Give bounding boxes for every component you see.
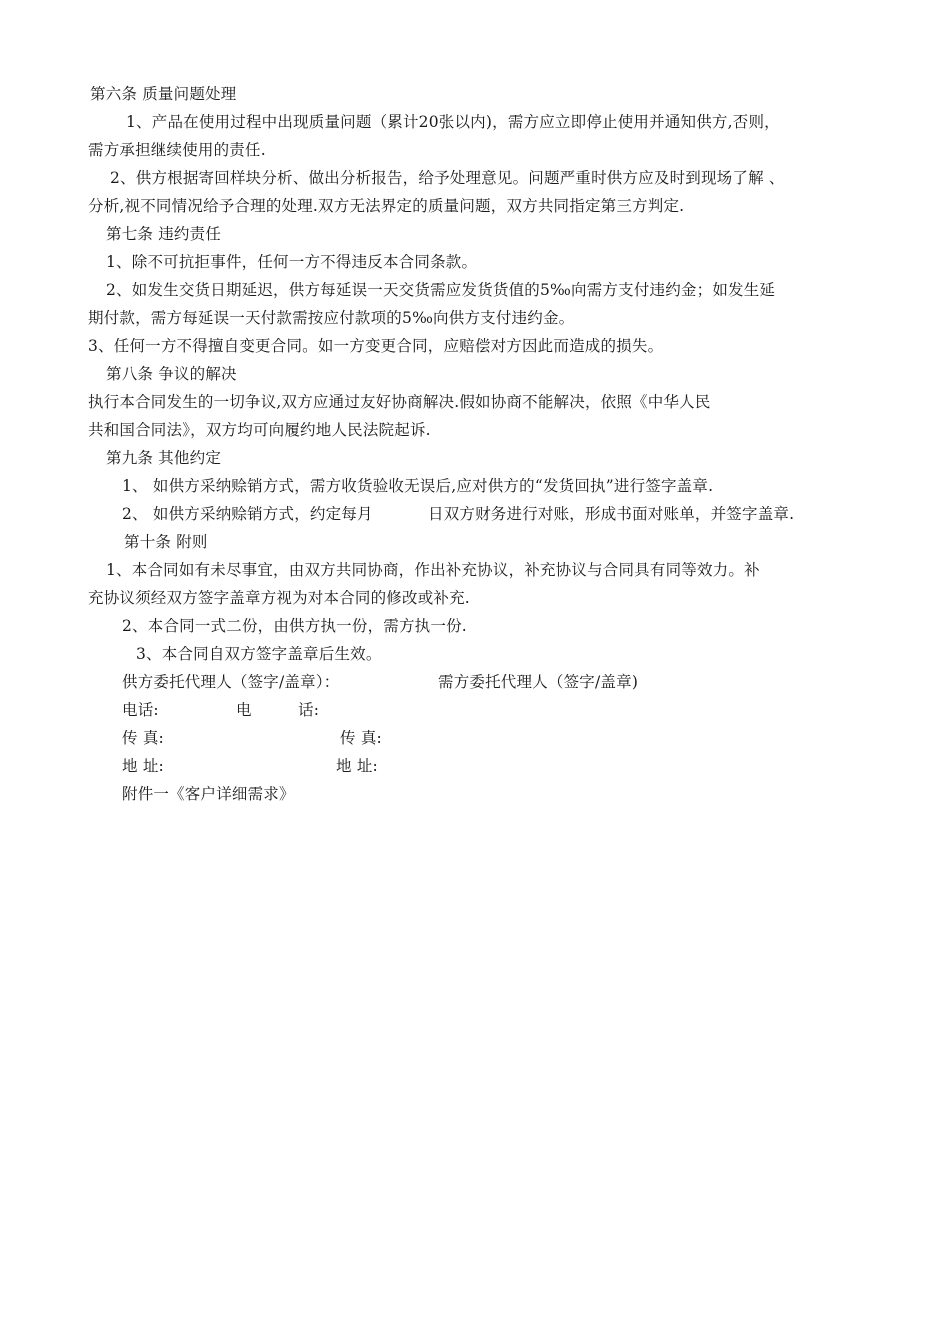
section-6-clause-1-line-1: 1、产品在使用过程中出现质量问题（累计20张以内)，需方应立即停止使用并通知供方,否则，	[126, 113, 780, 131]
section-7-clause-2-line-2: 期付款，需方每延误一天付款需按应付款项的5‰向供方支付违约金。	[88, 309, 575, 327]
attachment-label: 附件一《客户详细需求》	[122, 785, 295, 803]
section-9-clause-2-part-2: 日双方财务进行对账，形成书面对账单，并签字盖章.	[428, 505, 795, 523]
supplier-phone-label: 电话:	[122, 701, 159, 719]
section-6-clause-2-line-1: 2、供方根据寄回样块分析、做出分析报告，给予处理意见。问题严重时供方应及时到现场了解 、	[110, 169, 785, 187]
section-7-clause-3: 3、任何一方不得擅自变更合同。如一方变更合同，应赔偿对方因此而造成的损失。	[88, 337, 664, 355]
buyer-phone-label-char-2: 话:	[298, 701, 320, 719]
section-10-clause-2: 2、本合同一式二份，由供方执一份，需方执一份.	[122, 617, 467, 635]
supplier-fax-label: 传 真:	[122, 729, 164, 747]
section-10-clause-1-line-1: 1、本合同如有未尽事宜，由双方共同协商，作出补充协议，补充协议与合同具有同等效力。补	[106, 561, 760, 579]
section-10-heading: 第十条 附则	[124, 533, 208, 551]
section-7-clause-2-line-1: 2、如发生交货日期延迟，供方每延误一天交货需应发货货值的5‰向需方支付违约金；如发生延	[106, 281, 776, 299]
section-9-clause-1: 1、 如供方采纳赊销方式，需方收货验收无误后,应对供方的“发货回执”进行签字盖章.	[122, 477, 714, 495]
section-8-paragraph-line-2: 共和国合同法》，双方均可向履约地人民法院起诉.	[88, 421, 431, 439]
section-9-heading: 第九条 其他约定	[106, 449, 222, 467]
section-6-clause-1-line-2: 需方承担继续使用的责任.	[88, 141, 266, 159]
section-8-heading: 第八条 争议的解决	[106, 365, 237, 383]
section-7-clause-1: 1、除不可抗拒事件，任何一方不得违反本合同条款。	[106, 253, 478, 271]
buyer-address-label: 地 址:	[336, 757, 378, 775]
section-6-heading: 第六条 质量问题处理	[90, 85, 237, 103]
supplier-agent-label: 供方委托代理人（签字/盖章）：	[122, 673, 340, 691]
buyer-agent-label: 需方委托代理人（签字/盖章)	[438, 673, 639, 691]
supplier-address-label: 地 址:	[122, 757, 164, 775]
section-7-heading: 第七条 违约责任	[106, 225, 222, 243]
section-6-clause-2-line-2: 分析,视不同情况给予合理的处理.双方无法界定的质量问题，双方共同指定第三方判定.	[88, 197, 685, 215]
buyer-phone-label-char-1: 电	[236, 701, 252, 719]
section-9-clause-2-part-1: 2、 如供方采纳赊销方式，约定每月	[122, 505, 373, 523]
section-8-paragraph-line-1: 执行本合同发生的一切争议,双方应通过友好协商解决.假如协商不能解决，依照《中华人民	[88, 393, 711, 411]
section-10-clause-3: 3、本合同自双方签字盖章后生效。	[136, 645, 382, 663]
buyer-fax-label: 传 真:	[340, 729, 382, 747]
section-10-clause-1-line-2: 充协议须经双方签字盖章方视为对本合同的修改或补充.	[88, 589, 470, 607]
